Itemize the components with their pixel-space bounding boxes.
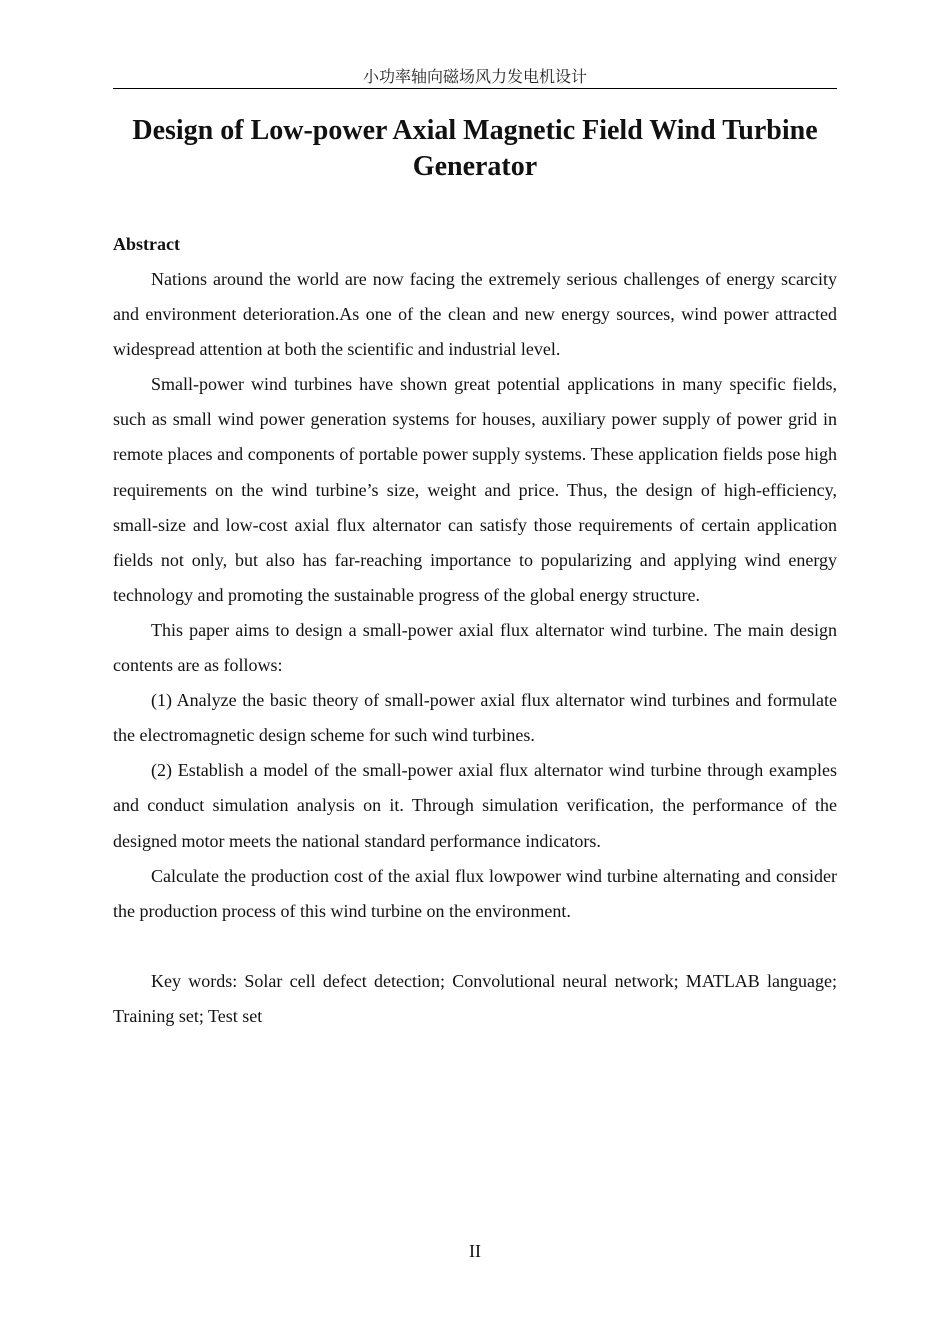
abstract-paragraph: Nations around the world are now facing the extremely serious challenges of energy scarcity and environment deterioration.As one of the clean and new energy sources, wind power attracted widespread attention at both the scientific and industrial level. xyxy=(113,269,837,360)
abstract-paragraph: This paper aims to design a small-power axial flux alternator wind turbine. The main design contents are as follows: xyxy=(113,619,837,676)
abstract-paragraph: (1) Analyze the basic theory of small-power axial flux alternator wind turbines and formulate the electromagnetic design scheme for such wind turbines. xyxy=(113,690,837,746)
abstract-paragraph: Calculate the production cost of the axial flux lowpower wind turbine alternating and consider the production process of this wind turbine on the environment. xyxy=(113,865,837,921)
keywords: Key words: Solar cell defect detection; Convolutional neural network; MATLAB language; Training set; Test set xyxy=(113,970,837,1026)
abstract-paragraph: (2) Establish a model of the small-power axial flux alternator wind turbine through examples and conduct simulation analysis on it. Through simulation verification, the performance of the designed motor meets the national standard performance indicators. xyxy=(113,760,837,851)
abstract-paragraph: Small-power wind turbines have shown great potential applications in many specific fields, such as small wind power generation systems for houses, auxiliary power supply of power grid in remote places and components of portable power supply systems. These application fields pose high requirements on the wind turbine’s size, weight and price. Thus, the design of high-efficiency, small-size and low-cost axial flux alternator can satisfy those requirements of certain application fields not only, but also has far-reaching importance to popularizing and applying wind energy technology and promoting the sustainable progress of the global energy structure. xyxy=(113,374,837,605)
page-number: II xyxy=(469,1241,481,1261)
document-title: Design of Low-power Axial Magnetic Field Wind Turbine Generator xyxy=(132,115,818,182)
paragraph-spacer xyxy=(113,929,837,964)
abstract-heading: Abstract xyxy=(113,234,180,254)
abstract-body xyxy=(113,262,837,1034)
header-rule xyxy=(113,88,837,89)
running-header: 小功率轴向磁场风力发电机设计 xyxy=(362,67,587,86)
